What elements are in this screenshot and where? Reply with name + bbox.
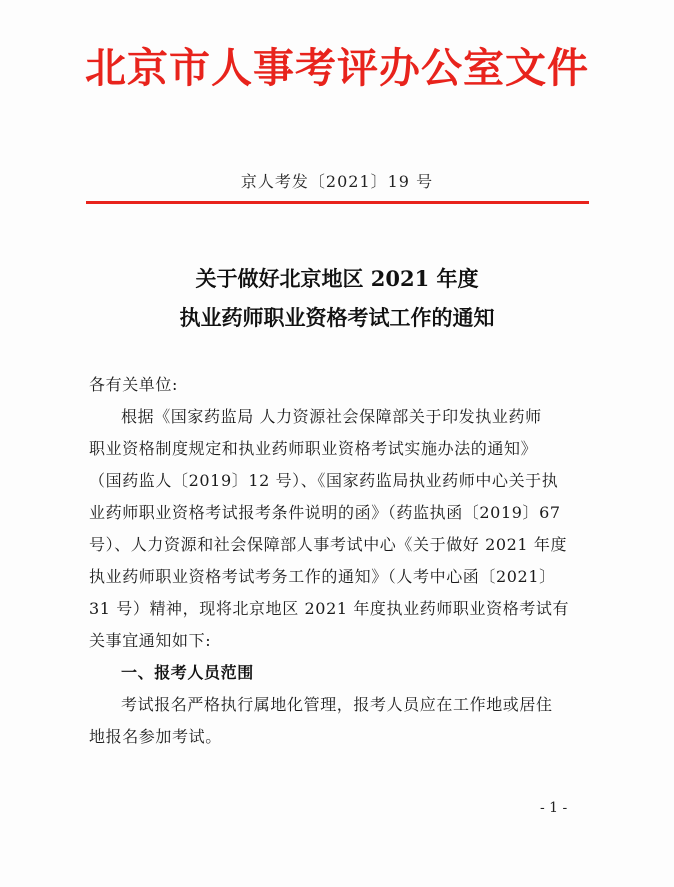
section-heading: 一、报考人员范围 <box>121 663 254 682</box>
paragraph-line: 31 号）精神，现将北京地区 2021 年度执业药师职业资格考试有 <box>89 599 570 618</box>
salutation: 各有关单位: <box>89 375 178 394</box>
document-title-line-2: 执业药师职业资格考试工作的通知 <box>179 305 495 330</box>
document-masthead: 北京市人事考评办公室文件 <box>85 44 589 92</box>
paragraph-line: 执业药师职业资格考试考务工作的通知》（人考中心函〔2021〕 <box>89 567 556 586</box>
paragraph-line: 职业资格制度规定和执业药师职业资格考试实施办法的通知》 <box>89 439 538 458</box>
red-divider-line <box>86 201 589 204</box>
paragraph-line: 号）、人力资源和社会保障部人事考试中心《关于做好 2021 年度 <box>89 535 568 554</box>
document-number: 京人考发〔2021〕19 号 <box>240 172 434 191</box>
document-title-line-1: 关于做好北京地区 2021 年度 <box>195 266 479 291</box>
paragraph-line: 考试报名严格执行属地化管理，报考人员应在工作地或居住 <box>121 695 553 714</box>
page-number: - 1 - <box>540 800 568 816</box>
paragraph-line: 业药师职业资格考试报考条件说明的函》（药监执函〔2019〕67 <box>89 503 561 522</box>
paragraph-line: 根据《国家药监局 人力资源社会保障部关于印发执业药师 <box>121 407 542 426</box>
paragraph-line: （国药监人〔2019〕12 号）、《国家药监局执业药师中心关于执 <box>89 471 559 490</box>
paragraph-line: 关事宜通知如下: <box>89 631 212 650</box>
paragraph-line: 地报名参加考试。 <box>89 727 222 746</box>
